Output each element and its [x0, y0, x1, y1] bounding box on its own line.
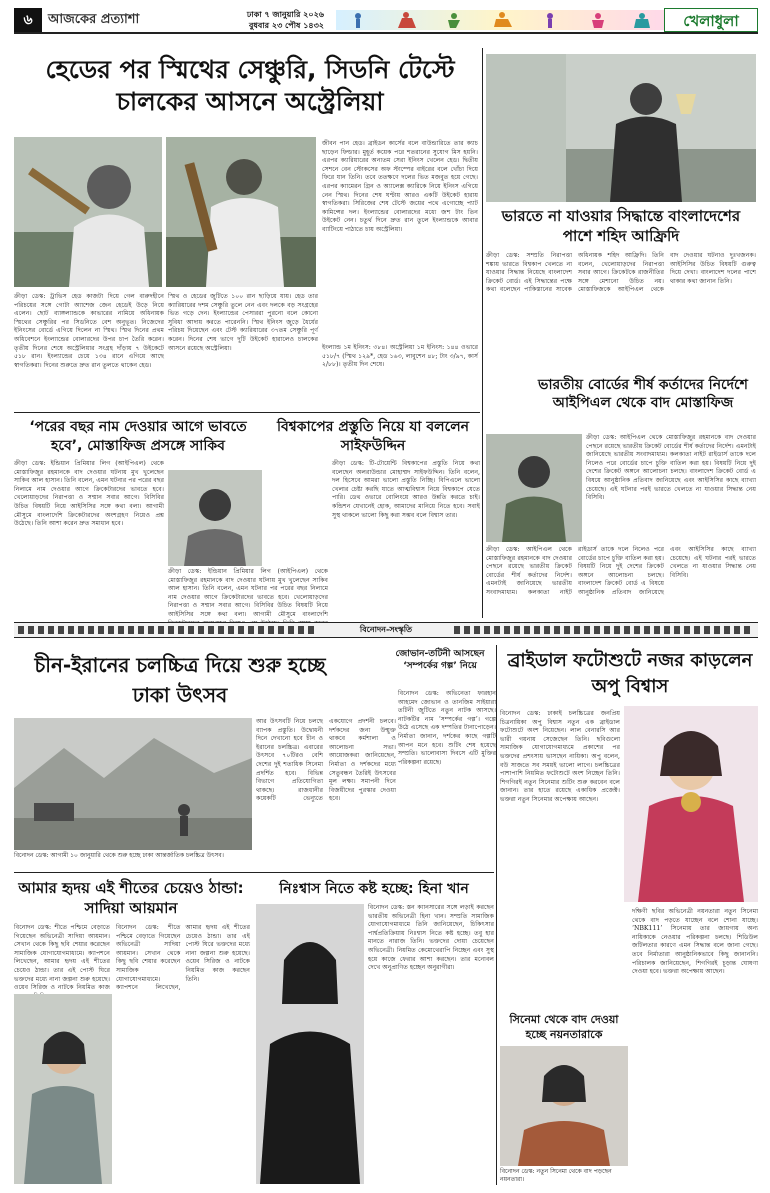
hina-body: বিনোদন ডেস্ক: স্তন ক্যানসারের সঙ্গে লড়াই করছেন ভারতীয় অভিনেত্রী হিনা খান। সম্প্রতি সামাজিক যোগাযোগমাধ্যমে তিনি জানিয়েছেন, চিকিৎসার পার্শ্বপ্রতিক্রিয়ায় নিঃশ্বাস নিতে কষ্ট হচ্ছে। তবু হার মানতে নারাজ তিনি। ভক্তদের দোয়া চেয়েছেন অভিনেত্রী। নিয়মিত কেমোথেরাপি নিচ্ছেন এবং সুস্থ হয়ে কাজে ফেরার আশা করছেন। তার মনোবল দেখে অনুপ্রাণিত হচ্ছেন অনুরাগীরা।	[368, 904, 494, 972]
lead-score: ইংল্যান্ড ১ম ইনিংস: ৩৮৪। অস্ট্রেলিয়া ১ম ইনিংস: ১৪৪ ওভারে ৫১৮/৭ (স্মিথ ১২৯*, হেড ১৬৩, লাবুশেন ৪৮; টাং ৩/৯৭, কার্স ২/৮৮)। তৃতীয় দিন শেষে।	[322, 344, 478, 369]
sakib-headline: ‘পরের বছর নাম দেওয়ার আগে ভাবতে হবে’, মোস্তাফিজ প্রসঙ্গে সাকিব	[29, 419, 247, 454]
lower-rule	[14, 872, 494, 873]
divider-label: বিনোদন-সংস্কৃতি	[359, 625, 413, 634]
lead-body-3: জীবন পান হেড। ব্রাইডন কার্সের বলে বাউন্ডারিতে তার ক্যাচ ছাড়েন ফিল্ডার। মুহূর্ত কয়েক পরে শতরানের সুযোগ মিস হয়নি। এরপর ক্যারিয়ারের অন্যতম সেরা ইনিংস খেলেন হেড। দ্বিতীয় সেশনে বেন স্টোকসের অফ স্টাম্পের বাইরের বলে খোঁচা দিয়ে ফিরে যান তিনি। তবে ততক্ষণে দলের ভিত মজবুত হয়ে গেছে। এরপর ক্যামেরন গ্রিন ও অ্যালেক্স ক্যারিকে নিয়ে ইনিংস এগিয়ে নেন স্মিথ। দিনের শেষ ঘণ্টায় আরও একটি উইকেট হারায় স্বাগতিকরা। সিরিজের শেষ টেস্টে জয়ের পথে এগোচ্ছে প্যাট কামিন্সের দল। ইংল্যান্ডের বোলারদের মধ্যে জশ টাং তিন উইকেট নেন। চতুর্থ দিনে দ্রুত রান তুলে ইংল্যান্ডকে আবার ব্যাটিংয়ে পাঠাতে চায় অস্ট্রেলিয়া।	[322, 140, 478, 233]
nayan-photo	[500, 1046, 628, 1166]
film-strip-left	[18, 626, 318, 634]
sports-rule	[14, 412, 480, 413]
date-line-1: ঢাকা ৭ জানুয়ারি ২০২৬	[246, 10, 324, 19]
paper-name: আজকের প্রত্যাশা	[48, 12, 140, 27]
worldcup-headline: বিশ্বকাপের প্রস্তুতি নিয়ে যা বললেন সাইফউদ্দিন	[277, 419, 469, 454]
column-rule-2	[496, 645, 497, 1185]
dhaka-headline: চীন-ইরানের চলচ্চিত্র দিয়ে শুরু হচ্ছে ঢাকা উৎসব	[34, 653, 326, 707]
trophy-photo	[486, 54, 756, 202]
masthead	[14, 8, 758, 34]
sakib-body: ক্রীড়া ডেস্ক: ইন্ডিয়ান প্রিমিয়ার লিগ (আইপিএল) থেকে মোস্তাফিজুর রহমানকে বাদ দেওয়ার ঘটনায় মুখ খুলেছেন সাকিব আল হাসান। তিনি বলেন, এমন ঘটনার পর পরের বছর নিলামে নাম দেওয়ার আগে ক্রিকেটারদের ভাবতে হবে। খেলোয়াড়দের নিরাপত্তা ও সম্মান সবার আগে। বিসিবির উচিত বিষয়টি নিয়ে আইসিসির সঙ্গে কথা বলা। আগামী মৌসুমে বাংলাদেশি ক্রিকেটারদের অংশগ্রহণ নিয়েও প্রশ্ন উঠেছে। তিনি আশা করেন দ্রুত সমাধান হবে।	[14, 460, 164, 528]
lead-body-2: স্মিথ ও হেডের জুটিতে ১০০ রান ছাড়িয়ে যায়। হেড তার ক্যারিয়ারের দশম সেঞ্চুরি তুলে নেন এবং দলকে বড় সংগ্রহের ভিত গড়ে দেন। ইংল্যান্ডের পেসাররা পুরনো বলে কোনো সুবিধা আদায় করতে পারেননি। স্মিথ ইনিংস জুড়ে ধৈর্যের পরিচয় দিয়েছেন এবং টেস্ট ক্যারিয়ারের ৩৭তম সেঞ্চুরি পূর্ণ করেন। দিনের শেষ ভাগে দুটি উইকেট হারালেও চালকের আসনে রয়েছে অস্ট্রেলিয়া।	[168, 293, 318, 352]
date-line-2: বুধবার ২৩ পৌষ ১৪৩২	[248, 21, 324, 30]
sakib-body-b: ক্রীড়া ডেস্ক: ইন্ডিয়ান প্রিমিয়ার লিগ (আইপিএল) থেকে মোস্তাফিজুর রহমানকে বাদ দেওয়ার ঘটনায় মুখ খুলেছেন সাকিব আল হাসান। তিনি বলেন, এমন ঘটনার পর পরের বছর নিলামে নাম দেওয়ার আগে ক্রিকেটারদের ভাবতে হবে। খেলোয়াড়দের নিরাপত্তা ও সম্মান সবার আগে। বিসিবির উচিত বিষয়টি নিয়ে আইসিসির সঙ্গে কথা বলা। আগামী মৌসুমে বাংলাদেশি	[168, 568, 328, 618]
hina-headline: নিঃশ্বাস নিতে কষ্ট হচ্ছে: হিনা খান	[279, 881, 469, 897]
sakib-photo	[168, 470, 262, 566]
lead-headline: হেডের পর স্মিথের সেঞ্চুরি, সিডনি টেস্টে চালকের আসনে অস্ট্রেলিয়া	[45, 55, 455, 116]
film-strip-right	[454, 626, 754, 634]
lead-photo-smith	[166, 137, 316, 287]
dhaka-body: আর উৎসবটি নিয়ে চলছে ব্যাপক প্রস্তুতি। উদ্বোধনী দিনে দেখানো হবে চীন ও ইরানের চলচ্চিত্র। এবারের উৎসবে ৭০টিরও বেশি দেশের দুই শতাধিক সিনেমা প্রদর্শিত হবে। বিভিন্ন বিভাগে প্রতিযোগিতা থাকছে। রাজধানীর কয়েকটি ভেন্যুতে একযোগে প্রদর্শনী চলবে। দর্শকদের জন্য উন্মুক্ত থাকবে কর্মশালা ও আলোচনা সভা। আয়োজকরা জানিয়েছেন, নির্মাতা ও দর্শকদের মধ্যে সেতুবন্ধন তৈরিই উৎসবের মূল লক্ষ্য। সমাপনী দিনে বিজয়ীদের পুরস্কার দেওয়া হবে।	[256, 718, 396, 803]
sports-icons-banner	[336, 8, 664, 32]
jovan-body: বিনোদন ডেস্ক: অভিনেতা ফারহান আহমেদ জোভান ও তানজিম সাইয়ারা তটিনী জুটিতে নতুন নাটক আসছে। নাটকটির নাম ‘সম্পর্কের গল্প’। গল্পে উঠে এসেছে এক দম্পতির টানাপোড়েন। নির্মাতা জানান, দর্শকের কাছে গল্পটি আপন মনে হবে। শুটিং শেষ হয়েছে সম্প্রতি। ভালোবাসা দিবসে এটি মুক্তির পরিকল্পনা রয়েছে।	[398, 690, 496, 766]
page-number: ৬	[14, 8, 42, 32]
lead-photo-head	[14, 137, 162, 287]
column-rule-1	[482, 48, 483, 618]
bridal-photo	[624, 706, 758, 902]
section-title: খেলাধুলা	[664, 8, 758, 32]
bcci-body-a: ক্রীড়া ডেস্ক: আইপিএল থেকে মোস্তাফিজুর রহমানকে বাদ দেওয়ার পেছনে রয়েছে ভারতীয় ক্রিকেট বোর্ডের শীর্ষ কর্তাদের নির্দেশ। এমনটাই জানিয়েছে ভারতীয় সংবাদমাধ্যম। কলকাতা নাইট রাইডার্স তাকে দলে নিলেও পরে বোর্ডের চাপে চুক্তি বাতিল করা হয়। বিষয়টি নিয়ে দুই দেশের ক্রিকেট অঙ্গনে আলোচনা চলছে। বাংলাদেশ ক্রিকেট বোর্ড এ বিষয়ে আনুষ্ঠানিক প্রতিবাদ জানিয়েছে এবং আইসিসির কাছে ব্যাখ্যা চেয়েছে। এই ঘটনার পরই ভারতে খেলতে না যাওয়ার সিদ্ধান্ত নেয় বিসিবি।	[586, 434, 756, 502]
hina-photo	[256, 904, 364, 1184]
dhaka-caption: বিনোদন ডেস্ক: আগামী ১০ জানুয়ারি থেকে শুরু হচ্ছে ঢাকা আন্তর্জাতিক চলচ্চিত্র উৎসব।	[14, 852, 224, 859]
sadia-body: বিনোদন ডেস্ক: শীতে পশ্চিমে বেড়াতে গিয়েছেন অভিনেত্রী সাদিয়া আয়মান। সেখান থেকে কিছু ছবি শেয়ার করেছেন সামাজিক যোগাযোগমাধ্যমে। ক্যাপশনে লিখেছেন, আমার হৃদয় এই শীতের চেয়েও ঠান্ডা। তার এই পোস্ট ঘিরে ভক্তদের মধ্যে নানা জল্পনা শুরু হয়েছে। ওয়েব সিরিজ ও নাটকে নিয়মিত কাজ	[14, 924, 110, 992]
lead-body-1: ক্রীড়া ডেস্ক: ট্রাভিস হেড কাজটা দিয়ে গেল বারুদহীনে পরিচয়ের সঙ্গে গোটা অ্যাশেজ জেন হেডেই উড়ে নিয়ে এলেন। ছোট ব্যাঙ্গল্যান্ডকে কাভারের নামিয়ে অধিনায়ক স্মিথের সেঞ্চুরির পর সিডনিতে বেশ অনুভূত। নিজেদের ইনিংসের বোর্ডে এগিয়ে দিলেন না স্মিথ। স্মিথ দিনের প্রথম অধিবেশনে ইংল্যান্ডের বোলারদের উপর চাপ তৈরি করেন। তৃতীয় দিনের শেষে অস্ট্রেলিয়ার সংগ্রহ দাঁড়ায় ৭ উইকেটে ৫১৮ রান। ইংল্যান্ডের চেয়ে ১৩৪ রানে এগিয়ে আছে স্বাগতিকরা। দিনের শুরুতে দ্রুত রান তুলতে থাকেন হেড।	[14, 293, 164, 369]
bcci-body-b: ক্রীড়া ডেস্ক: আইপিএল থেকে মোস্তাফিজুর রহমানকে বাদ দেওয়ার পেছনে রয়েছে ভারতীয় ক্রিকেট বোর্ডের শীর্ষ কর্তাদের নির্দেশ। এমনটাই জানিয়েছে ভারতীয় সংবাদমাধ্যম। কলকাতা নাইট রাইডার্স তাকে দলে নিলেও পরে বোর্ডের চাপে চুক্তি বাতিল করা হয়। বিষয়টি নিয়ে দুই দেশের ক্রিকেট অঙ্গনে আলোচনা চলছে। বাংলাদেশ ক্রিকেট বোর্ড এ বিষয়ে আনুষ্ঠানিক প্রতিবাদ জানিয়েছে এবং আইসিসির কাছে ব্যাখ্যা চেয়েছে। এই ঘটনার পরই ভারতে খেলতে না যাওয়ার সিদ্ধান্ত নেয় বিসিবি।	[486, 546, 756, 596]
shahid-body: ক্রীড়া ডেস্ক: সম্প্রতি নিরাপত্তা শঙ্কায় ভারতে বিশ্বকাপ খেলতে না যাওয়ার সিদ্ধান্ত নিয়েছে বাংলাদেশ ক্রিকেট বোর্ড। এই সিদ্ধান্তের পক্ষে কথা বলেছেন পাকিস্তানের সাবেক অধিনায়ক শহিদ আফ্রিদি। তিনি বলেন, খেলোয়াড়দের নিরাপত্তা সবার আগে। ক্রিকেটকে রাজনীতির সঙ্গে মেশানো উচিত নয়। মোস্তাফিজকে আইপিএল থেকে বাদ দেওয়ার ঘটনাও দুঃখজনক। আইসিসির উচিত বিষয়টি গুরুত্ব দিয়ে দেখা। বাংলাদেশ দলের পাশে থাকার কথা জানান তিনি।	[486, 252, 756, 294]
nayan-caption: বিনোদন ডেস্ক: নতুন সিনেমা থেকে বাদ পড়ছেন নয়নতারা।	[500, 1168, 612, 1183]
entertainment-divider	[14, 622, 758, 638]
bcci-headline: ভারতীয় বোর্ডের শীর্ষ কর্তাদের নির্দেশে আইপিএল থেকে বাদ মোস্তাফিজ	[538, 377, 748, 411]
jovan-headline: জোভান-তটিনী আসছেন ‘সম্পর্কের গল্প’ নিয়ে	[395, 649, 485, 671]
shahid-headline: ভারতে না যাওয়ার সিদ্ধান্তে বাংলাদেশের পাশে শহিদ আফ্রিদি	[501, 207, 741, 245]
sadia-headline: আমার হৃদয় এই শীতের চেয়েও ঠান্ডা: সাদিয়া আয়মান	[18, 879, 244, 917]
sadia-body-b: বিনোদন ডেস্ক: শীতে পশ্চিমে বেড়াতে গিয়েছেন অভিনেত্রী সাদিয়া আয়মান। সেখান থেকে কিছু ছবি শেয়ার করেছেন সামাজিক যোগাযোগমাধ্যমে। ক্যাপশনে লিখেছেন, আমার হৃদয় এই শীতের চেয়েও ঠান্ডা। তার এই পোস্ট ঘিরে ভক্তদের মধ্যে নানা জল্পনা শুরু হয়েছে। ওয়েব সিরিজ ও নাটকে নিয়মিত কাজ করছেন তিনি।	[116, 924, 250, 992]
bridal-body: বিনোদন ডেস্ক: ঢাকাই চলচ্চিত্রের জনপ্রিয় চিত্রনায়িকা অপু বিশ্বাস নতুন এক ব্রাইডাল ফটোশুটে অংশ নিয়েছেন। লাল বেনারসি আর ভারী গয়নায় সেজেছেন তিনি। ছবিগুলো সামাজিক যোগাযোগমাধ্যমে প্রকাশের পর ভক্তদের প্রশংসায় ভাসছেন নায়িকা। অপু বলেন, বউ সাজতে সব সময়ই ভালো লাগে। চলচ্চিত্রের পাশাপাশি নিয়মিত ফটোশুটে অংশ নিচ্ছেন তিনি। শিগগিরই নতুন সিনেমার শুটিং শুরু করবেন বলে জানান। তার হাতে রয়েছে একাধিক প্রজেক্ট। ভক্তরা নতুন সিনেমার অপেক্ষায় আছেন।	[500, 710, 620, 803]
dhaka-photo	[14, 718, 252, 850]
mustafiz-photo	[486, 434, 582, 542]
nayan-headline: সিনেমা থেকে বাদ দেওয়া হচ্ছে নয়নতারাকে	[509, 1013, 619, 1041]
bridal-headline: ব্রাইডাল ফটোশুটে নজর কাড়লেন অপু বিশ্বাস	[507, 650, 753, 697]
nayan-body: দক্ষিণী ছবির অভিনেত্রী নয়নতারা নতুন সিনেমা থেকে বাদ পড়তে যাচ্ছেন বলে শোনা যাচ্ছে। ‘NBK111’ সিনেমায় তার জায়গায় অন্য নায়িকাকে নেওয়ার পরিকল্পনা চলছে। শিডিউল জটিলতার কারণে এমন সিদ্ধান্ত বলে জানা গেছে। তবে নির্মাতারা আনুষ্ঠানিকভাবে কিছু জানাননি। পরিচালক জানিয়েছেন, শিগগিরই চূড়ান্ত ঘোষণা দেওয়া হবে। ভক্তরা অপেক্ষায় আছেন।	[632, 908, 758, 976]
worldcup-body: ক্রীড়া ডেস্ক: টি-টোয়েন্টি বিশ্বকাপের প্রস্তুতি নিয়ে কথা বলেছেন অলরাউন্ডার মোহাম্মদ সাইফউদ্দিন। তিনি বলেন, দল হিসেবে আমরা ভালো প্রস্তুতি নিচ্ছি। বিপিএলে ভালো খেলার চেষ্টা করছি যাতে আত্মবিশ্বাস নিয়ে বিশ্বকাপে যেতে পারি। ডেথ ওভারে বোলিংয়ে আরও উন্নতি করতে চাই। কন্ডিশন যেখানেই হোক, আমাদের মানিয়ে নিতে হবে। সবাই সুস্থ থাকলে ভালো কিছু করা সম্ভব বলে বিশ্বাস তার।	[332, 460, 480, 519]
sadia-photo	[14, 994, 112, 1184]
